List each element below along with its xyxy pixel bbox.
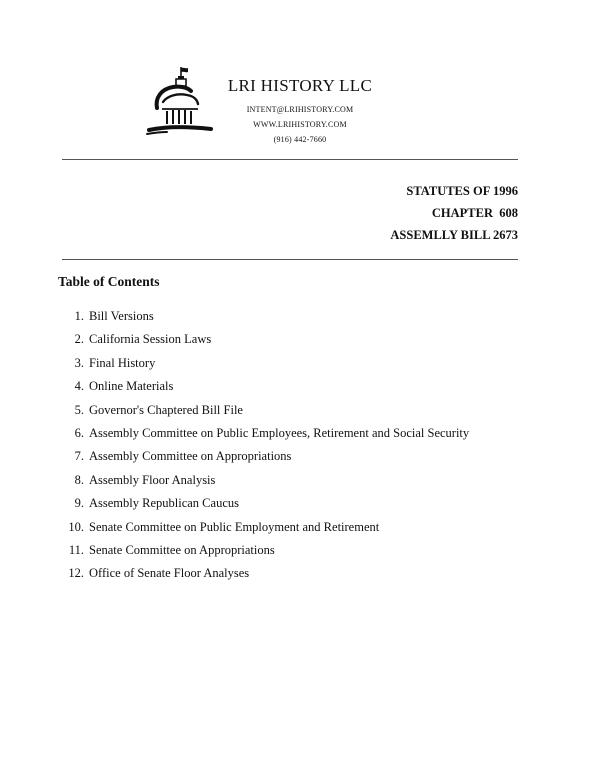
- top-divider: [62, 159, 518, 160]
- toc-item[interactable]: [58, 562, 469, 585]
- toc-item-number: 7.: [74, 449, 84, 464]
- bottom-divider: [62, 259, 518, 260]
- toc-item-label: Governor's Chaptered Bill File: [89, 402, 243, 417]
- toc-item[interactable]: [58, 375, 469, 398]
- toc-item-number: 2.: [74, 332, 84, 347]
- toc-item-label: Bill Versions: [89, 309, 154, 323]
- toc-item[interactable]: [58, 516, 469, 539]
- toc-item-label: Assembly Committee on Public Employees, Retirement and Social Security: [89, 426, 470, 441]
- company-name: LRI HISTORY LLC: [227, 76, 373, 95]
- toc-item-number: 1.: [74, 309, 84, 323]
- toc-item-label: Assembly Republican Caucus: [89, 496, 239, 511]
- toc-item-number: 4.: [74, 379, 84, 394]
- toc-item[interactable]: [58, 422, 469, 445]
- toc-item-label: Senate Committee on Public Employment and Retirement: [89, 519, 380, 534]
- toc-item-number: 12.: [68, 566, 84, 581]
- toc-item[interactable]: [58, 445, 469, 468]
- statute-chapter: CHAPTER 608: [431, 206, 518, 220]
- toc-item-number: 3.: [74, 355, 84, 370]
- toc-item[interactable]: [58, 469, 469, 492]
- toc-item-label: Senate Committee on Appropriations: [89, 543, 275, 558]
- toc-item-label: Final History: [89, 355, 156, 370]
- toc-item-label: Office of Senate Floor Analyses: [89, 566, 250, 581]
- statute-bill: ASSEMLLY BILL 2673: [390, 228, 518, 242]
- toc-item[interactable]: [58, 328, 469, 351]
- toc-item-label: Assembly Committee on Appropriations: [89, 449, 292, 464]
- toc-item-label: Online Materials: [89, 379, 174, 394]
- statute-block: [390, 180, 518, 246]
- toc-item-number: 5.: [74, 402, 84, 417]
- toc-item[interactable]: [58, 399, 469, 422]
- toc-item-number: 11.: [68, 543, 84, 558]
- company-website[interactable]: WWW.LRIHISTORY.COM: [253, 120, 347, 129]
- letterhead: [225, 76, 375, 147]
- toc-item-label: California Session Laws: [89, 332, 212, 347]
- capitol-dome-icon: [143, 64, 215, 140]
- statute-year: STATUTES OF 1996: [406, 184, 518, 198]
- toc-item-number: 10.: [68, 519, 84, 534]
- toc-title: Table of Contents: [58, 274, 160, 289]
- company-phone: (916) 442-7660: [273, 135, 327, 144]
- toc-item-number: 8.: [74, 472, 84, 487]
- toc-list: [58, 305, 469, 586]
- company-email[interactable]: INTENT@LRIHISTORY.COM: [246, 105, 354, 114]
- toc-item-number: 9.: [74, 496, 84, 511]
- toc-item[interactable]: [58, 539, 469, 562]
- toc-item-label: Assembly Floor Analysis: [89, 472, 216, 487]
- toc-item-number: 6.: [74, 426, 84, 441]
- toc-item[interactable]: [58, 352, 469, 375]
- toc-item[interactable]: [58, 492, 469, 515]
- toc-item[interactable]: [58, 305, 469, 328]
